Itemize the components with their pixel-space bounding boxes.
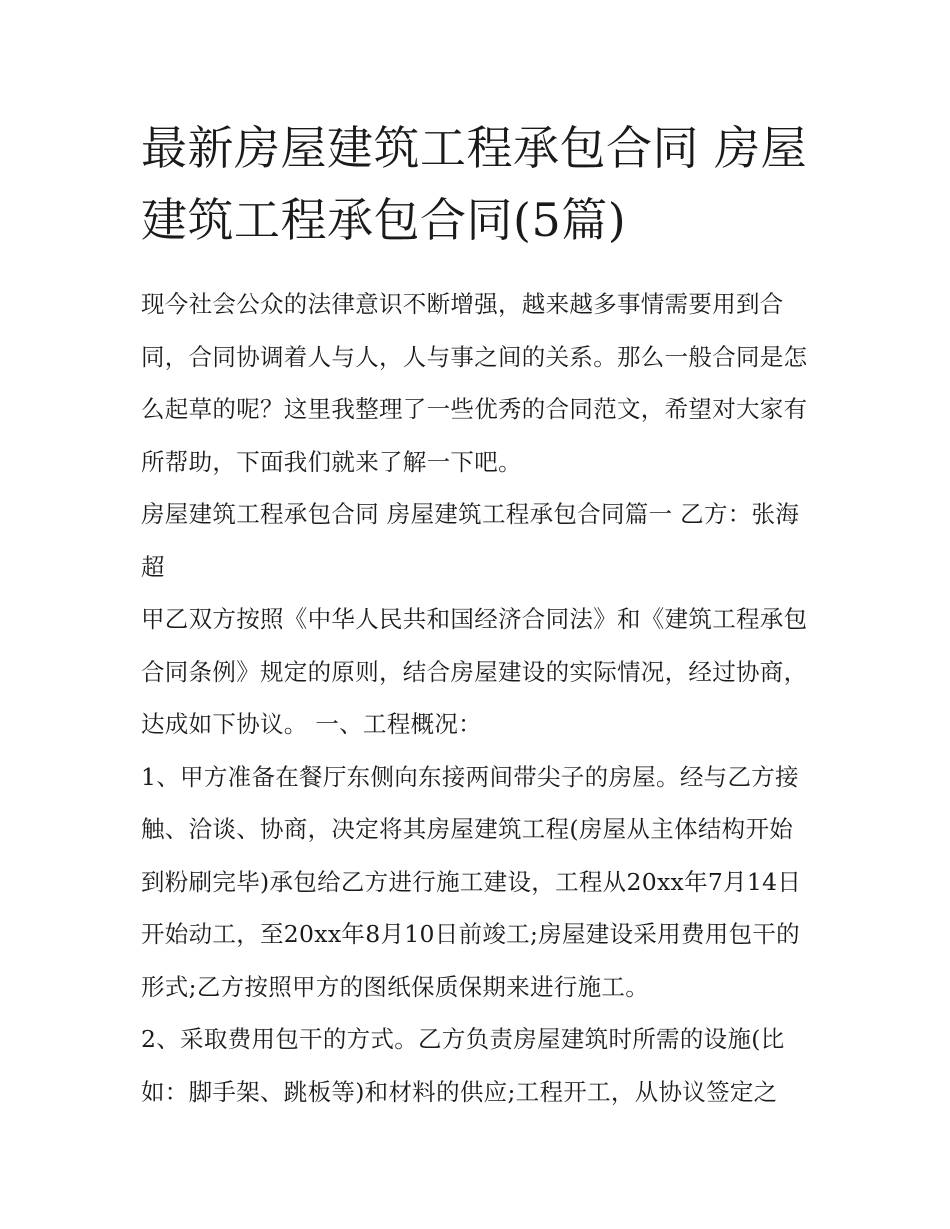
document-title: 最新房屋建筑工程承包合同 房屋建筑工程承包合同(5篇) (141, 121, 808, 247)
document-body (141, 278, 813, 1118)
paragraph-clause-2: 2、采取费用包干的方式。乙方负责房屋建筑时所需的设施(比如：脚手架、跳板等)和材料的供应;工程开工，从协议签定之 (141, 1025, 785, 1106)
paragraph-agreement: 甲乙双方按照《中华人民共和国经济合同法》和《建筑工程承包合同条例》规定的原则，结合房屋建设的实际情况，经过协商，达成如下协议。 一、工程概况： (141, 605, 808, 738)
paragraph-intro: 现今社会公众的法律意识不断增强，越来越多事情需要用到合同，合同协调着人与人，人与事之间的关系。那么一般合同是怎么起草的呢？这里我整理了一些优秀的合同范文，希望对大家有所帮助，下面我们就来了解一下吧。 (141, 290, 808, 476)
paragraph-clause-1: 1、甲方准备在餐厅东侧向东接两间带尖子的房屋。经与乙方接触、洽谈、协商，决定将其房屋建筑工程(房屋从主体结构开始到粉刷完毕)承包给乙方进行施工建设，工程从20xx年7月14日开始动工，至20xx年8月10日前竣工;房屋建设采用费用包干的形式;乙方按照甲方的图纸保质保期来进行施工。 (141, 762, 802, 1001)
paragraph-heading: 房屋建筑工程承包合同 房屋建筑工程承包合同篇一 乙方：张海超 (141, 500, 800, 581)
